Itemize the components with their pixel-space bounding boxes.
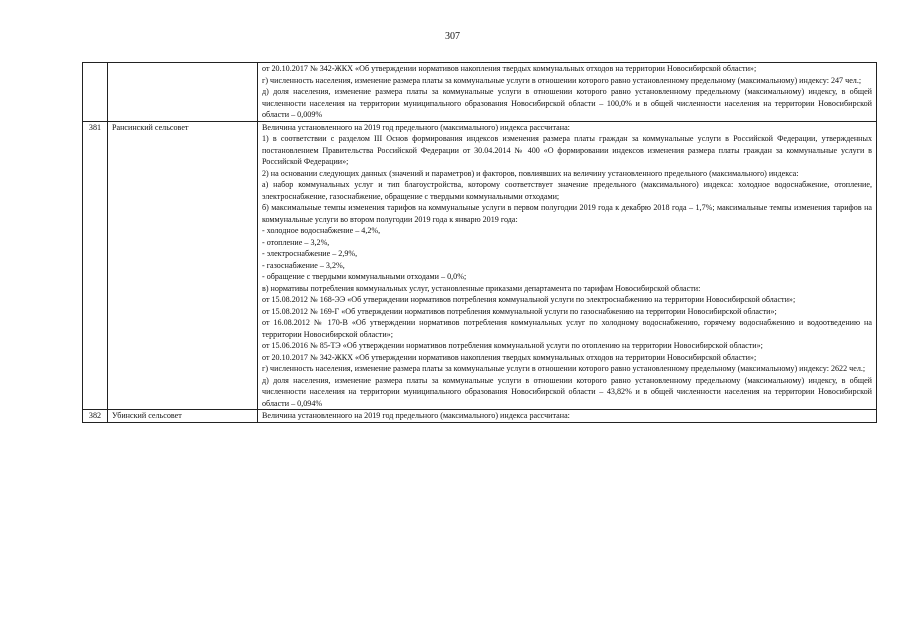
text-line: от 20.10.2017 № 342-ЖКХ «Об утверждении нормативов накопления твердых коммунальных отходов на территории Новосибирской области»;	[262, 352, 757, 362]
tariff-index-table	[82, 62, 877, 423]
row-number: 381	[83, 121, 108, 410]
text-line: от 20.10.2017 № 342-ЖКХ «Об утверждении нормативов накопления твердых коммунальных отходов на территории Новосибирской области»;	[262, 64, 757, 73]
text-line: от 16.08.2012 № 170-В «Об утверждении нормативов потребления коммунальных услуг по холодному водоснабжению, горячему водоснабжению и водоотведению на территории Новосибирской области»;	[262, 318, 872, 339]
text-line: 2) на основании следующих данных (значений и параметров) и факторов, повлиявших на величину установленного предельного (максимального) индекса:	[262, 168, 799, 178]
text-line: Величина установленного на 2019 год предельного (максимального) индекса рассчитана:	[262, 411, 570, 420]
row-text	[258, 410, 877, 423]
page-number: 307	[445, 31, 460, 42]
table-row	[83, 121, 877, 410]
municipality-name	[108, 63, 258, 122]
text-line: в) нормативы потребления коммунальных услуг, установленные приказами департамента по тарифам Новосибирской области:	[262, 283, 701, 293]
municipality-name: Убинский сельсовет	[108, 410, 258, 423]
text-line: - обращение с твердыми коммунальными отходами – 0,0%;	[262, 272, 467, 281]
text-line: а) набор коммунальных услуг и тип благоустройства, которому соответствует значение предельного (максимального) индекса: холодное водоснабжение, отопление, электроснабжение, газоснабжение, обращение с твердыми коммунальными отходами;	[262, 180, 872, 201]
text-line: 1) в соответствии с разделом III Основ формирования индексов изменения размера платы граждан за коммунальные услуги в Российской Федерации, утвержденных постановлением Правительства Российской Федерации от 30.04.2014 № 400 «О формировании индексов изменения размера платы граждан за коммунальные услуги в Российской Федерации»;	[262, 134, 872, 166]
text-line: г) численность населения, изменение размера платы за коммунальные услуги в отношении которого равно установленному предельному (максимальному) индексу: 247 чел.;	[262, 75, 862, 85]
text-line: от 15.08.2012 № 168-ЭЭ «Об утверждении нормативов потребления коммунальной услуги по электроснабжению на территории Новосибирской области»;	[262, 295, 796, 304]
text-line: от 15.06.2016 № 85-ТЭ «Об утверждении нормативов потребления коммунальной услуги по отоплению на территории Новосибирской области»;	[262, 341, 763, 350]
row-number	[83, 63, 108, 122]
text-line: - отопление – 3,2%,	[262, 237, 330, 247]
row-text	[258, 121, 877, 410]
text-line: от 15.08.2012 № 169-Г «Об утверждении нормативов потребления коммунальной услуги по газоснабжению на территории Новосибирской области»;	[262, 306, 777, 316]
text-line: г) численность населения, изменение размера платы за коммунальные услуги в отношении которого равно установленному предельному (максимальному) индексу: 2622 чел.;	[262, 364, 866, 373]
text-line: д) доля населения, изменение размера платы за коммунальные услуги в отношении которого равно установленному предельному (максимальному) индексу, в общей численности населения на территории муниципального образования Новосибирской области – 100,0% и в общей численности населения на территории Новосибирской области – 0,009%	[262, 87, 872, 119]
text-line: д) доля населения, изменение размера платы за коммунальные услуги в отношении которого равно установленному предельному (максимальному) индексу, в общей численности населения на территории муниципального образования Новосибирской области – 43,82% и в общей численности населения на территории Новосибирской области – 0,094%	[262, 375, 872, 408]
table-row	[83, 63, 877, 122]
row-text	[258, 63, 877, 122]
text-line: - газоснабжение – 3,2%,	[262, 260, 345, 270]
text-line: - электроснабжение – 2,9%,	[262, 249, 358, 258]
table-row	[83, 410, 877, 423]
municipality-name: Рансинский сельсовет	[108, 121, 258, 410]
text-line: б) максимальные темпы изменения тарифов на коммунальные услуги в первом полугодии 2019 года к декабрю 2018 года – 1,7%; максимальные темпы изменения тарифов на коммунальные услуги во втором полугодии 2019 года к январю 2019 года:	[262, 203, 872, 224]
row-number: 382	[83, 410, 108, 423]
text-line: - холодное водоснабжение – 4,2%,	[262, 226, 381, 235]
text-line: Величина установленного на 2019 год предельного (максимального) индекса рассчитана:	[262, 122, 570, 132]
